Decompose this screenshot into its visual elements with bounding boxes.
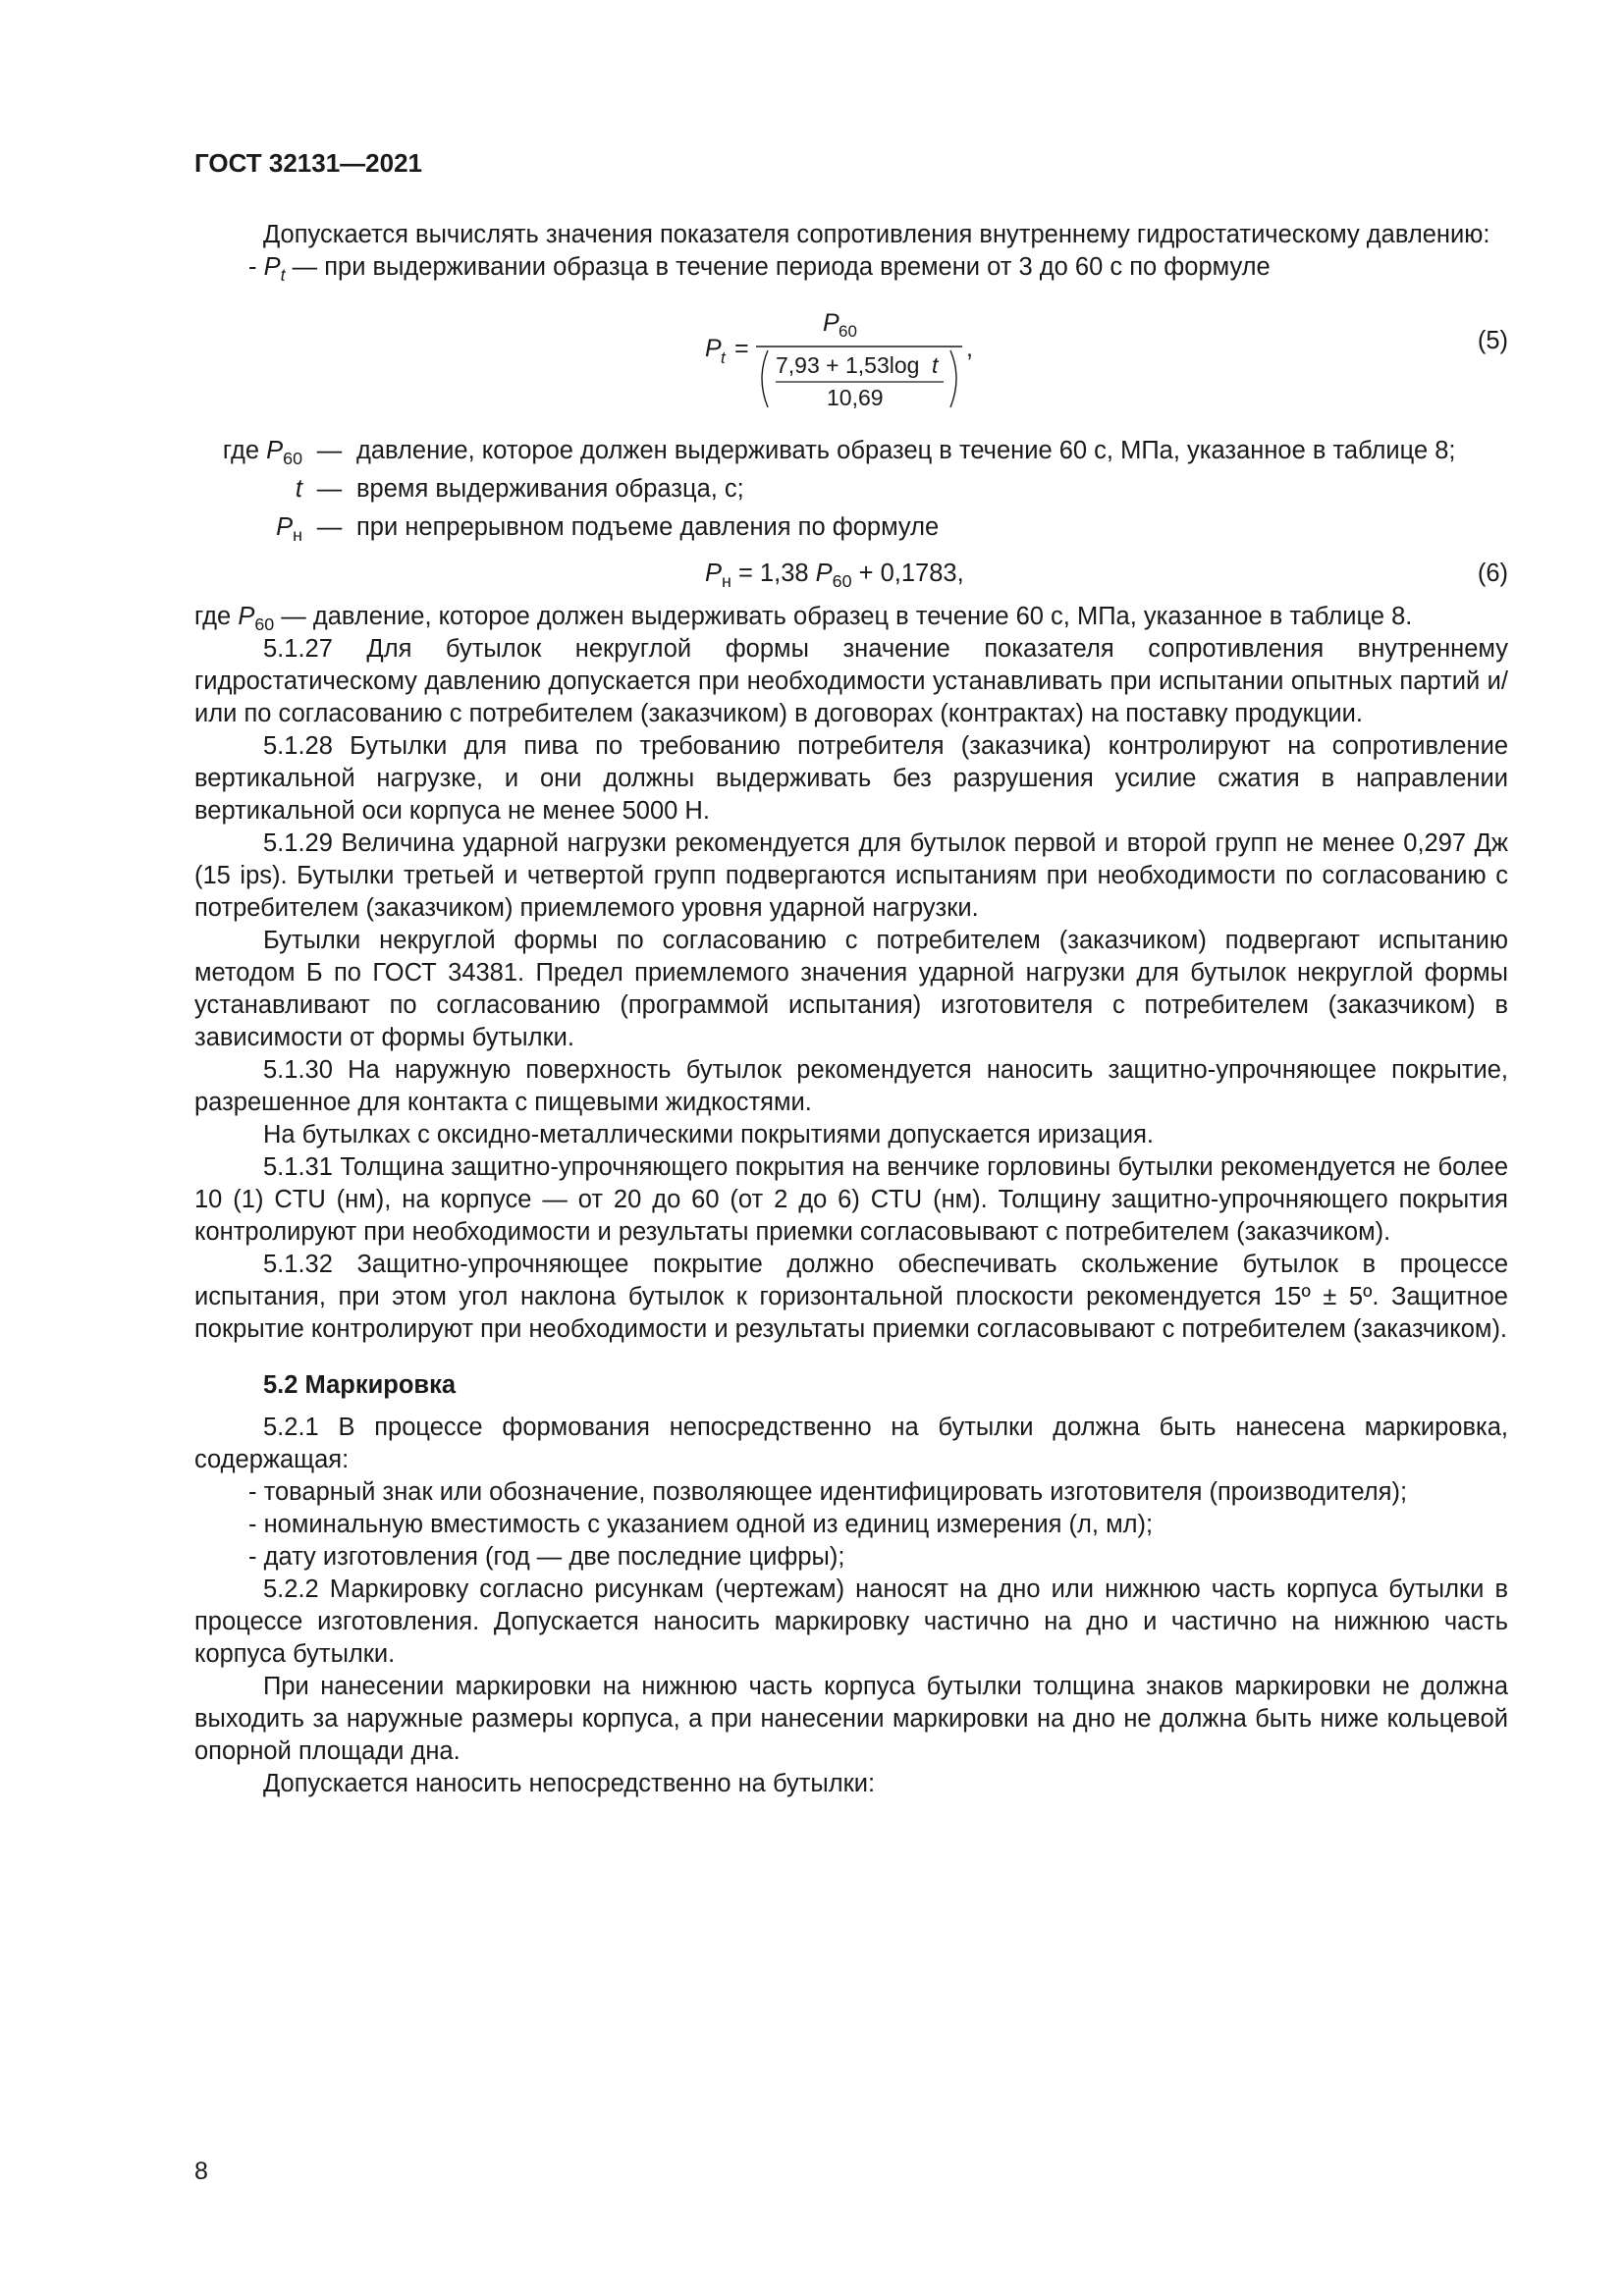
definitions-list (194, 435, 1508, 544)
where-paragraph: где $P_{60}$ — давление, которое должен выдерживать образец в течение 60 с, МПа, указанное в таблице 8. (194, 603, 1413, 634)
right-paren (950, 350, 956, 407)
document-page (194, 147, 1508, 1800)
formula-numerator: P (823, 309, 839, 337)
document-header: ГОСТ 32131—2021 (194, 148, 422, 178)
definition-row (194, 435, 1508, 467)
section-title: 5.2 Маркировка (263, 1371, 457, 1399)
paragraph-5-1-30: 5.1.30 На наружную поверхность бутылок рекомендуется наносить защитно-упрочняющее покрытие, разрешенное для контакта с пищевыми жидкостями. (194, 1056, 1508, 1116)
list-item: - дату изготовления (год — две последние цифры); (248, 1543, 845, 1571)
inner-var-t: t (932, 352, 939, 378)
paragraph-5-2-1: 5.2.1 В процессе формования непосредственно на бутылки должна быть нанесена маркировка, содержащая: (194, 1414, 1508, 1473)
definition-row (194, 511, 1508, 544)
list-dash: - (248, 253, 264, 281)
formula-trailing: , (966, 335, 973, 362)
page-number: 8 (194, 2158, 208, 2185)
definition-symbol: где $P_{60}$ (222, 437, 302, 468)
definition-symbol: $P_н$ (276, 513, 302, 545)
paragraph-5-1-27: 5.1.27 Для бутылок некруглой формы значение показателя сопротивления внутреннему гидростатическому давлению допускается при необходимости устанавливать при испытании опытных партий и/или по согласованию с потребителем (заказчиком) в договорах (контрактах) на поставку продукции. (194, 635, 1508, 727)
symbol-p: P (263, 253, 281, 281)
definition-dash: — (316, 475, 343, 503)
list-item: - номинальную вместимость с указанием одной из единиц измерения (л, мл); (248, 1511, 1154, 1538)
left-paren (762, 350, 768, 407)
paragraph-irisation: На бутылках с оксидно-металлическими покрытиями допускается иризация. (263, 1121, 1154, 1148)
list-item: - товарный знак или обозначение, позволяющее идентифицировать изготовителя (производителя); (248, 1478, 1408, 1506)
formula-5-svg (705, 307, 1078, 415)
definition-text: время выдерживания образца, с; (356, 475, 744, 503)
equation-number-6: (6) (1477, 560, 1508, 587)
paragraph-5-1-29: 5.1.29 Величина ударной нагрузки рекомендуется для бутылок первой и второй групп не менее 0,297 Дж (15 ips). Бутылки третьей и четвертой групп подвергаются испытаниям при необходимости по согласованию с потребителем (заказчиком) приемлемого уровня ударной нагрузки. (194, 829, 1508, 922)
inner-denominator: 10,69 (827, 385, 884, 410)
definition-dash: — (316, 513, 343, 541)
formula-lhs-sub: t (721, 348, 726, 367)
paragraph-5-1-28: 5.1.28 Бутылки для пива по требованию потребителя (заказчика) контролируют на сопротивление вертикальной нагрузке, и они должны выдерживать без разрушения усилие сжатия в направлении вертикальной оси корпуса не менее 5000 Н. (194, 732, 1508, 825)
intro-list-item (194, 251, 1508, 284)
definition-text: давление, которое должен выдерживать образец в течение 60 с, МПа, указанное в таблице 8; (356, 437, 1456, 464)
inner-numerator: 7,93 + 1,53log (776, 352, 920, 378)
definition-symbol: t (295, 475, 302, 503)
paragraph-5-2-2: 5.2.2 Маркировку согласно рисункам (чертежам) наносят на дно или нижнюю часть корпуса бутылки в процессе изготовления. Допускается наносить маркировку частично на дно и частично на нижнюю часть корпуса бутылки. (194, 1575, 1508, 1668)
formula-6 (194, 554, 1508, 595)
paragraph-5-1-32: 5.1.32 Защитно-упрочняющее покрытие должно обеспечивать скольжение бутылок в процессе испытания, при этом угол наклона бутылок к горизонтальной плоскости рекомендуется 15º ± 5º. Защитное покрытие контролируют при необходимости и результаты приемки согласовывают с потребителем (заказчиком). (194, 1251, 1508, 1343)
paragraph-non-round: Бутылки некруглой формы по согласованию с потребителем (заказчиком) подвергают испытанию методом Б по ГОСТ 34381. Предел приемлемого значения ударной нагрузки для бутылок некруглой формы устанавливают по согласованию (программой испытания) изготовителя с потребителем (заказчиком) в зависимости от формы бутылки. (194, 927, 1508, 1051)
paragraph-5-1-31: 5.1.31 Толщина защитно-упрочняющего покрытия на венчике горловины бутылки рекомендуется не более 10 (1) CTU (нм), на корпусе — от 20 до 60 (от 2 до 6) CTU (нм). Толщину защитно-упрочняющего покрытия контролируют при необходимости и результаты приемки согласовывают с потребителем (заказчиком). (194, 1153, 1508, 1246)
symbol-sub-t: t (280, 265, 286, 285)
definition-row (194, 473, 1508, 506)
intro-item-text: — при выдерживании образца в течение периода времени от 3 до 60 с по формуле (285, 253, 1271, 281)
formula-5 (194, 307, 1508, 415)
formula-6-expression: $P_н = 1,38$ $P_{60} + 0,1783$, (705, 560, 964, 591)
paragraph-marking-body: При нанесении маркировки на нижнюю часть корпуса бутылки толщина знаков маркировки не должна выходить за наружные размеры корпуса, а при нанесении маркировки на дно не должна быть ниже кольцевой опорной площади дна. (194, 1673, 1508, 1765)
definition-text: при непрерывном подъеме давления по формуле (356, 513, 940, 541)
formula-numerator-sub: 60 (839, 322, 857, 341)
intro-paragraph: Допускается вычислять значения показателя сопротивления внутреннему гидростатическому давлению: (263, 221, 1490, 248)
definition-dash: — (316, 437, 343, 464)
formula-equals: = (734, 335, 749, 362)
paragraph-marking-allowed: Допускается наносить непосредственно на бутылки: (263, 1770, 876, 1797)
formula-lhs: P (705, 335, 722, 362)
equation-number-5: (5) (1477, 327, 1508, 354)
